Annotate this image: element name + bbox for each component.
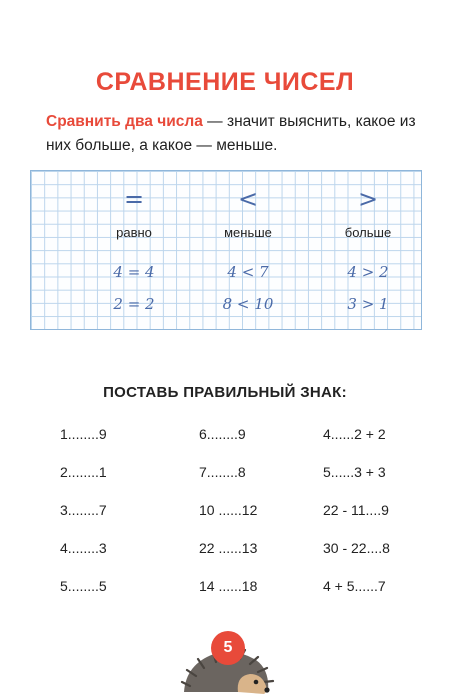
exercise-item[interactable]: 22 ......13: [199, 540, 258, 556]
exercise-item[interactable]: 4 + 5......7: [323, 578, 386, 594]
equal-example: 4 = 4: [113, 263, 155, 281]
equal-example: 2 = 2: [113, 295, 155, 313]
exercise-item[interactable]: 5........5: [60, 578, 107, 594]
task-title: ПОСТАВЬ ПРАВИЛЬНЫЙ ЗНАК:: [103, 384, 347, 401]
exercise-item[interactable]: 14 ......18: [199, 578, 258, 594]
less-word: меньше: [224, 225, 272, 240]
exercise-item[interactable]: 22 - 11....9: [323, 502, 389, 518]
exercise-item[interactable]: 2........1: [60, 464, 107, 480]
equal-word: равно: [116, 225, 152, 240]
exercise-item[interactable]: 4......2 + 2: [323, 426, 386, 442]
exercise-item[interactable]: 6........9: [199, 426, 246, 442]
exercise-item[interactable]: 10 ......12: [199, 502, 258, 518]
exercise-item[interactable]: 7........8: [199, 464, 246, 480]
equal-sign: =: [123, 185, 145, 213]
comparison-grid: [30, 170, 422, 330]
intro-text: [46, 110, 426, 158]
exercise-column: [323, 424, 450, 614]
greater-example: 4 > 2: [347, 263, 389, 281]
less-example: 4 < 7: [227, 263, 269, 281]
exercise-item[interactable]: 30 - 22....8: [323, 540, 390, 556]
greater-word: больше: [344, 225, 392, 240]
less-sign: <: [237, 185, 259, 213]
exercise-item[interactable]: 4........3: [60, 540, 107, 556]
intro-rest: — значит выяснить, какое из них больше, а какое — меньше.: [46, 113, 416, 154]
exercise-item[interactable]: 3........7: [60, 502, 107, 518]
exercise-item[interactable]: 5......3 + 3: [323, 464, 386, 480]
exercise-column: [199, 424, 329, 614]
intro-highlight: Сравнить два числа: [46, 113, 203, 130]
exercise-item[interactable]: 1........9: [60, 426, 107, 442]
greater-example: 3 > 1: [347, 295, 389, 313]
page-title: СРАВНЕНИЕ ЧИСЕЛ: [95, 68, 355, 96]
exercise-column: [60, 424, 190, 614]
page-number-badge: 5: [211, 631, 245, 665]
greater-sign: >: [357, 185, 379, 213]
less-example: 8 < 10: [222, 295, 274, 313]
